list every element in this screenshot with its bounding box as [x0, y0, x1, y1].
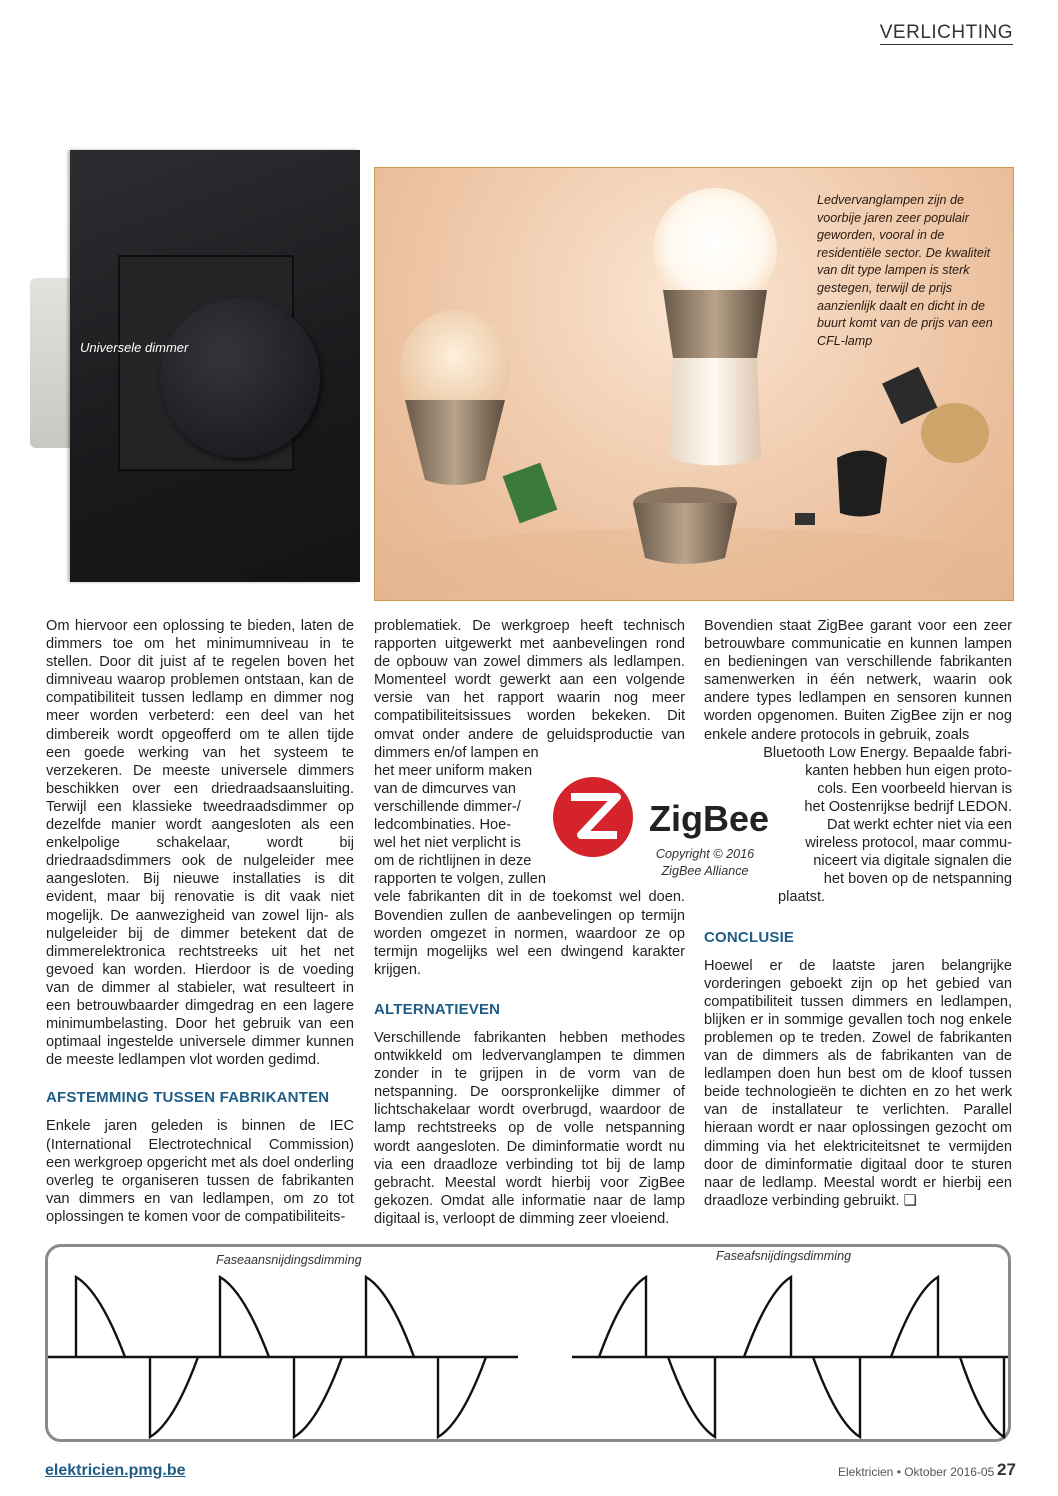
- col3-wrap-line: het Oostenrijkse bedrijf LEDON.: [804, 798, 1012, 815]
- col2-wrap-line: het meer uniform maken: [374, 762, 533, 779]
- col2-wrap-line: verschillende dimmer-/: [374, 798, 521, 815]
- end-mark-icon: ❑: [903, 1192, 917, 1209]
- col3-wrap-line: plaatst.: [778, 889, 826, 906]
- col2-paragraph-1: problematiek. De werkgroep heeft technisch rapporten uitgewerkt met aanbevelingen rond de opbouw van zowel dimmers als ledlampen. Momenteel wordt gewerkt aan een volgende versie van het rapport waarin nog meer compatibiliteitsissues worden bekeken. Dit omvat onder andere de geluidsproductie van dimmers en/of lampen en: [374, 618, 685, 761]
- trailing-edge-waveform: [572, 1277, 1008, 1437]
- col3-wrap-line: Dat werkt echter niet via een: [827, 817, 1012, 834]
- col3-wrap-line: cols. Een voorbeeld hiervan is: [817, 780, 1012, 797]
- dimmer-knob: [160, 298, 320, 458]
- col3-wrap-line: kanten hebben hun eigen proto-: [805, 762, 1012, 779]
- waveform-plot: [48, 1247, 1008, 1439]
- col2-paragraph-1-end: vele fabrikanten dit in de toekomst wel doen. Bovendien zullen de aanbevelingen op termijn worden omgezet in normen, waardoor ze op termijn mogelijks wel een dwingend karakter krijgen.: [374, 889, 685, 978]
- left-waveform-title: Faseaansnijdingsdimming: [216, 1253, 362, 1267]
- column-1: [46, 617, 354, 1226]
- zigbee-logo-text: ZigBee: [649, 798, 770, 839]
- col3-wrap-block: [704, 744, 1012, 907]
- col2-wrap-line: van de dimcurves van: [374, 780, 516, 797]
- heading-conclusie: CONCLUSIE: [704, 928, 795, 946]
- col3-paragraph-1: Bovendien staat ZigBee garant voor een zeer betrouwbare communicatie en kunnen lampen en bedieningen van verschillende fabrikanten samenwerken in één netwerk, waarin ook andere types ledlampen en sensoren kunnen worden opgenomen. Buiten ZigBee zijn er nog enkele andere protocols in gebruik, zoals: [704, 618, 1012, 743]
- col2-wrap-line: wel het niet verplicht is: [374, 835, 521, 852]
- led-lamps-caption: Ledvervanglampen zijn de voorbije jaren zeer populair geworden, vooral in de residentiële sector. De kwaliteit van dit type lampen is sterk gestegen, terwijl de prijs aanzienlijk daalt en dicht in de buurt komt van de prijs van een CFL-lamp: [817, 193, 993, 348]
- dimmer-photo: [30, 150, 360, 582]
- col2-paragraph-2: Verschillende fabrikanten hebben methodes ontwikkeld om ledvervanglampen te dimmen zonder in te grijpen in de vorm van de netspanning. De oorspronkelijke dimmer of lichtschakelaar wordt overbrugd, waardoor de lamp rechtstreeks op de volle netspanning wordt aangesloten. De diminformatie wordt nu via een draadloze verbinding tot bij de lamp gebracht. Meestal wordt hierbij voor ZigBee gekozen. Omdat alle informatie naar de lamp digitaal is, verloopt de dimming zeer vloeiend.: [374, 1029, 685, 1227]
- dimmer-caption: Universele dimmer: [80, 340, 189, 355]
- section-tag: VERLICHTING: [879, 22, 1013, 43]
- col3-wrap-line: Bluetooth Low Energy. Bepaalde fabri-: [763, 744, 1012, 761]
- col3-wrap-line: niceert via digitale signalen die: [813, 853, 1012, 870]
- led-lamps-photo: [374, 167, 1014, 601]
- leading-edge-waveform: [48, 1277, 518, 1437]
- col3-wrap-line: wireless protocol, maar commu-: [805, 835, 1012, 852]
- heading-afstemming: AFSTEMMING TUSSEN FABRIKANTEN: [46, 1089, 330, 1107]
- footer-website-link[interactable]: elektricien.pmg.be: [45, 1462, 186, 1479]
- col1-paragraph-1: Om hiervoor een oplossing te bieden, laten de dimmers toe om het minimumniveau in te stellen. Door dit juist af te regelen boven het dimniveau waarop problemen ontstaan, kan de compatibiliteit tussen ledlamp en dimmer nog meer worden verbeterd: een deel van het dimbereik wordt opgeofferd om te allen tijde een goede werking van het systeem te verzekeren. De meeste universele dimmers beschikken over een driedraadsaansluiting. Terwijl een klassieke tweedraadsdimmer op dezelfde manier wordt aangesloten als een enkelpolige schakelaar, wordt bij driedraadsdimmers ook de nulgeleider mee aangesloten. Bij nieuwe installaties is dit evident, maar bij renovatie is dit vaak niet mogelijk. De aanwezigheid van zowel lijn- als nulgeleider bij de dimmer betekent dat de dimmerelektronica rechtstreeks uit het net gevoed kan worden. Hierdoor is de voeding van de dimmer al stabieler, wat resulteert in een betrouwbaarder dimgedrag en een lagere minimumbelasting. Door het gebruik van een optimaal ingestelde universele dimmer kunnen de meeste ledlampen vlot worden gedimd.: [46, 618, 354, 1069]
- col1-paragraph-2: Enkele jaren geleden is binnen de IEC (International Electrotechnical Commission) een werkgroep opgericht met als doel onderling overleg te organiseren tussen de fabrikanten van dimmers en van ledlampen, om zo tot oplossingen te komen voor de compatibiliteits-: [46, 1118, 354, 1225]
- col2-wrap-block: [374, 762, 550, 889]
- footer-magazine-issue: Elektricien • Oktober 2016-05: [838, 1465, 995, 1479]
- zigbee-copyright-line-2: ZigBee Alliance: [661, 864, 749, 878]
- column-2: [374, 617, 685, 1228]
- col2-wrap-line: om de richtlijnen in deze: [374, 853, 532, 870]
- right-waveform-title: Faseafsnijdingsdimming: [716, 1249, 852, 1263]
- page-number: 27: [997, 1460, 1016, 1479]
- col3-paragraph-2-text: Hoewel er de laatste jaren belangrijke vorderingen geboekt zijn op het gebied van compatibiliteit tussen dimmers en ledlampen, blijken er in sommige gevallen toch nog enkele problemen op te treden. Zowel de fabrikanten van de dimmers als de fabrikanten van de ledlampen doen hun best om de kloof tussen beide technologieën te dichten en zo het werk van de installateur te verlichten. Parallel hieraan wordt er naar oplossingen gezocht om dimming via het elektriciteitsnet te vermijden door de diminformatie digitaal door te sturen naar de ledlamp. Meestal wordt er hierbij een draadloze verbinding gebruikt.: [704, 957, 1012, 1209]
- zigbee-copyright-line-1: Copyright © 2016: [655, 847, 755, 861]
- col3-paragraph-2: [704, 957, 1012, 1210]
- heading-alternatieven: ALTERNATIEVEN: [374, 1000, 501, 1018]
- col3-wrap-line: het boven op de netspanning: [823, 871, 1012, 888]
- col2-wrap-line: rapporten te volgen, zullen: [374, 871, 546, 888]
- dimming-waveform-diagram: [45, 1244, 1011, 1442]
- column-3: [704, 617, 1012, 1210]
- col2-wrap-line: ledcombinaties. Hoe-: [374, 817, 512, 834]
